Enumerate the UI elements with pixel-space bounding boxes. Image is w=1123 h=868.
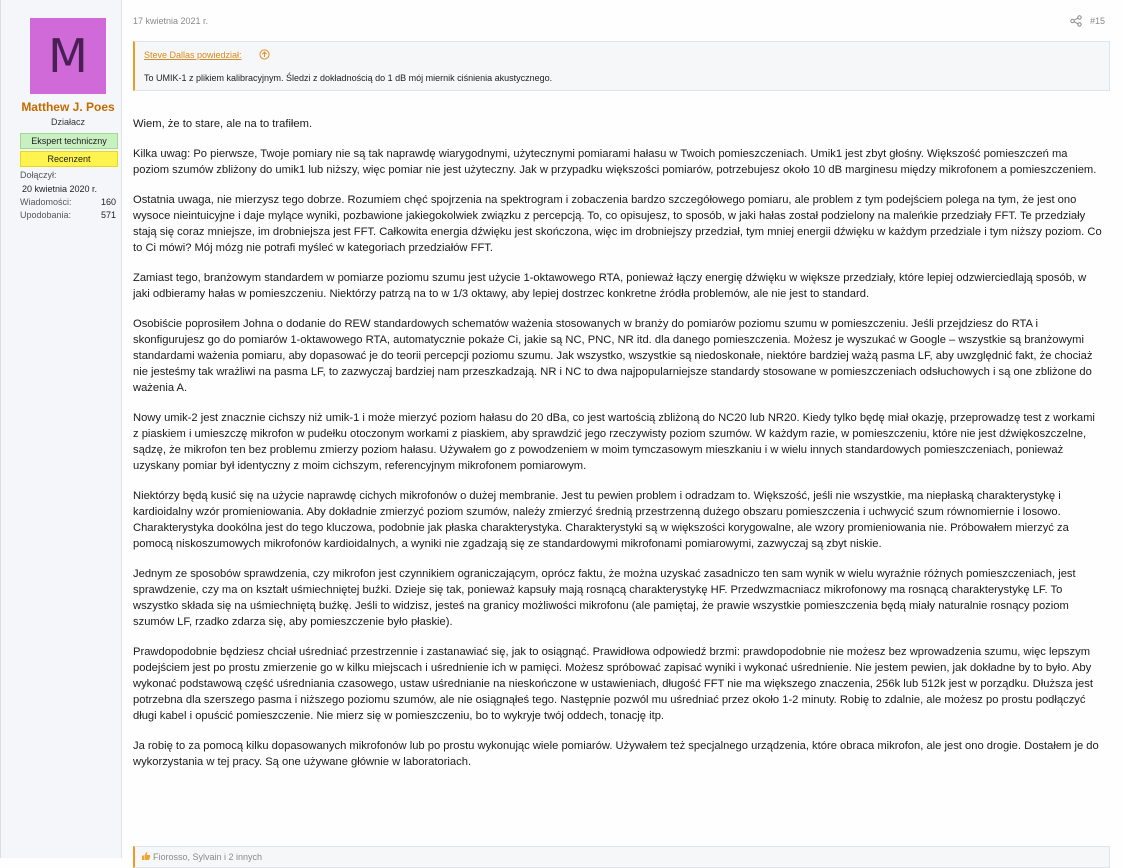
likes-label: Upodobania: xyxy=(20,210,72,220)
paragraph: Ja robię to za pomocą kilku dopasowanych mikrofonów lub po prostu wykonując wiele pomiarów. Używałem też specjalnego urządzenia, które obraca mikrofon, ale jest ono drogie. Dostałem je do wykorzystania w tej pracy. Są one używane głównie w laboratoriach. xyxy=(133,740,1099,768)
paragraph: Kilka uwag: Po pierwsze, Twoje pomiary nie są tak naprawdę wiarygodnymi, użytecznymi pomiarami hałasu w Twoich pomieszczeniach. Umik1 jest zbyt głośny. Większość pomieszczeń ma poziom szumów zbliżony do umik1 lub niższy, więc pomiar nie jest użyteczny. Jak w przypadku większości pomiarów, potrzebujesz około 10 dB marginesu między mikrofonem a pomieszczeniem. xyxy=(133,148,1097,176)
paragraph: Osobiście poprosiłem Johna o dodanie do REW standardowych schematów ważenia stosowanych w branży do pomiarów poziomu szumu w pomieszczeniu. Jeśli przejdziesz do RTA i skonfigurujesz go do pomiarów 1-oktawowego RTA, automatycznie pokaże Ci, jakie są NC, PNC, NR itd. dla danego pomieszczenia. Możesz je wyszukać w Google – wszystkie są branżowymi standardami ważenia pomiaru, aby dopasować je do teorii percepcji poziomu szumu. Jak wszystko, wszystkie są niedoskonałe, niektóre bardziej ważą pasma LF, aby uwzględnić fakt, że chociaż nie jesteśmy tak wrażliwi na pasma LF, to zazwyczaj bardziej nam przeszkadzają. NR i NC to dwa najpopularniejsze standardy stosowane w pomieszczeniach odsłuchowych i są one zbliżone do ważenia A. xyxy=(133,318,1093,394)
paragraph: Ostatnia uwaga, nie mierzysz tego dobrze. Rozumiem chęć spojrzenia na spektrogram i zobaczenia bardzo szczegółowego pomiaru, ale problem z tym podejściem polega na tym, że jest ono wysoce nieintuicyjne i daje mylące wyniki, pozbawione jakiegokolwiek związku z percepcją. To, co opisujesz, to sposób, w jaki hałas został podzielony na maleńkie przedziały FFT. Te przedziały stają się coraz mniejsze, im drobniejsza jest FFT. Całkowita energia dźwięku jest skończona, więc im drobniejszy przedział, tym mniej energii dźwięku w każdym przedziale i tym niższy poziom. Co to Ci mówi? Mój mózg nie potrafi myśleć w kategoriach przedziałów FFT. xyxy=(133,194,1102,254)
messages-label: Wiadomości: xyxy=(20,197,72,207)
likes-value: 571 xyxy=(100,210,116,220)
joined-value: 20 kwietnia 2020 r. xyxy=(21,184,97,194)
paragraph: Zamiast tego, branżowym standardem w pomiarze poziomu szumu jest użycie 1-oktawowego RTA, ponieważ łączy energię dźwięku w większe przedziały, które lepiej odzwierciedlają sposób, w jaki odbieramy hałas w pomieszczeniu. Niektórzy patrzą na to w 1/3 oktawy, aby lepiej dostrzec konkretne źródła problemów, ale nie jest to standard. xyxy=(133,272,1087,300)
paragraph: Wiem, że to stare, ale na to trafiłem. xyxy=(133,118,313,130)
quote-author-link[interactable]: Steve Dallas powiedział: xyxy=(144,50,242,60)
quote-block xyxy=(133,41,1110,91)
post-body xyxy=(133,116,1103,784)
paragraph: Niektórzy będą kusić się na użycie naprawdę cichych mikrofonów o dużej membranie. Jest tu pewien problem i odradzam to. Większość, jeśli nie wszystkie, ma niepłaską charakterystykę i kardioidalny wzór promieniowania. Aby dokładnie zmierzyć poziom szumów, należy zmierzyć średnią przestrzenną dużego obszaru pomieszczenia i uchwycić szum równomiernie i losowo. Charakterystyka dookólna jest do tego kluczowa, podobnie jak płaska charakterystyka. Charakterystyki są w większości korygowalne, ale wzory promieniowania nie. Próbowałem mierzyć za pomocą niskoszumowych mikrofonów kardioidalnych, a wyniki nie zgadzają się ze standardowymi mikrofonami pomiarowymi, zazwyczaj są zbyt niskie. xyxy=(133,490,1069,550)
quote-text: To UMIK-1 z plikiem kalibracyjnym. Śledzi z dokładnością do 1 dB mój miernik ciśnienia akustycznego. xyxy=(144,73,553,83)
reactions-bar xyxy=(133,846,1110,868)
paragraph: Jednym ze sposobów sprawdzenia, czy mikrofon jest czynnikiem ograniczającym, oprócz faktu, że można uzyskać zasadniczo ten sam wynik w wielu wyraźnie różnych pomieszczeniach, jest sprawdzenie, czy ma on kształt uśmiechniętej buźki. Dzieje się tak, ponieważ kapsuły mają rosnącą charakterystykę HF. Przedwzmacniacz mikrofonowy ma rosnącą charakterystykę LF. To wszystko składa się na uśmiechniętą buźkę. Jeśli to widzisz, jesteś na granicy możliwości mikrofonu (ale pamiętaj, że prawie wszystkie pomieszczenia będą miały naturalnie rosnący poziom szumów LF, rzadko zdarza się, aby pomieszczenie było płaskie). xyxy=(133,568,1076,628)
joined-label xyxy=(20,170,116,180)
user-banner-expert: Ekspert techniczny xyxy=(20,133,118,149)
messages-row xyxy=(20,197,116,209)
like-icon xyxy=(141,851,151,861)
user-title: Działacz xyxy=(50,117,85,127)
post-main xyxy=(133,0,1109,862)
reactions-list-link[interactable]: Fiorosso, Sylvain i 2 innych xyxy=(153,852,263,862)
share-icon[interactable] xyxy=(1070,15,1082,27)
user-sidebar xyxy=(1,0,122,858)
post-date[interactable]: 17 kwietnia 2021 r. xyxy=(133,16,209,26)
quote-jump-icon[interactable] xyxy=(259,49,270,60)
paragraph: Prawdopodobnie będziesz chciał uśredniać przestrzennie i zastanawiać się, jak to osiągnąć. Prawidłowa odpowiedź brzmi: prawdopodobnie nie możesz bez wprowadzenia szumu, więc lepszym podejściem jest po prostu zmierzenie go w kilku miejscach i uśrednienie ich w pamięci. Możesz spróbować zapisać wyniki i wykonać uśrednienie. Nie jestem pewien, jak dokładne by to było. Aby wykonać podstawową część uśredniania czasowego, ustaw uśrednianie na nieskończone w ustawieniach, długość FFT nie ma większego znaczenia, 256k lub 512k jest w porządku. Dłuższa jest potrzebna dla szerszego pasma i niższego poziomu szumów, ale nie osiągnąłeś tego. Następnie pozwól mu uśredniać przez około 1-2 minuty. Robię to zdalnie, ale możesz po prostu podłączyć długi kabel i opuścić pomieszczenie. Nie mierz się w pomieszczeniu, bo to wykryje twój oddech, tonację itp. xyxy=(133,646,1093,722)
avatar[interactable]: M xyxy=(30,18,106,94)
likes-row xyxy=(20,210,116,222)
username-link[interactable]: Matthew J. Poes xyxy=(21,100,115,114)
paragraph: Nowy umik-2 jest znacznie cichszy niż umik-1 i może mierzyć poziom hałasu do 20 dBa, co jest wartością zbliżoną do NC20 lub NR20. Kiedy tylko będę miał okazję, przeprowadzę test z workami z piaskiem i umieszczę mikrofon w pudełku otoczonym workami z piaskiem, aby sprawdzić jego rzeczywisty poziom szumów. W każdym razie, w pomieszczeniu, które nie jest dźwiękoszczelne, sądzę, że mikrofon ten bez problemu zmierzy poziom hałasu. Używałem go z powodzeniem w moim tymczasowym mieszkaniu i w wielu innych standardowych pomieszczeniach, ponieważ uzyskany pomiar był identyczny z moim cichszym, referencyjnym mikrofonem pomiarowym. xyxy=(133,412,1095,472)
messages-value[interactable]: 160 xyxy=(100,197,116,207)
user-banner-reviewer: Recenzent xyxy=(20,151,118,167)
joined-label-text: Dołączył: xyxy=(20,170,57,180)
post-number-link[interactable]: #15 xyxy=(1090,16,1106,26)
